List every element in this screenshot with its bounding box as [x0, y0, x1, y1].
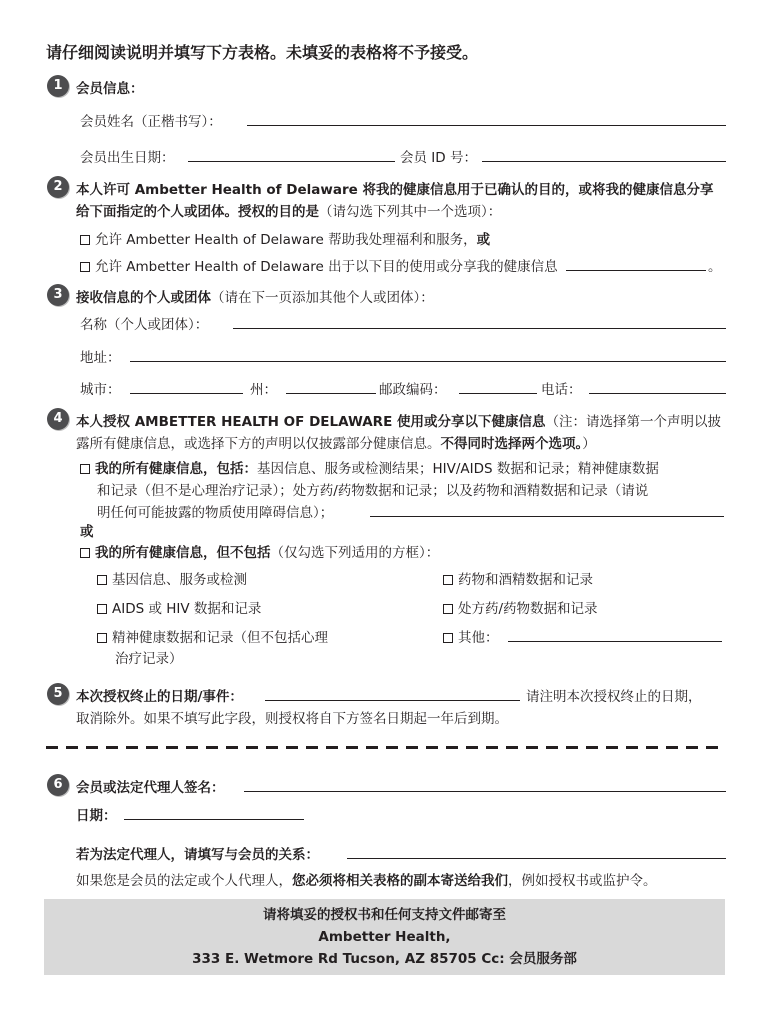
- mailing-address: 333 E. Wetmore Rd Tucson, AZ 85705 Cc: 会员服务部: [192, 951, 577, 967]
- member-id-field[interactable]: [482, 161, 726, 162]
- section-4-note: 露所有健康信息，或选择下方的声明以仅披露部分健康信息。: [76, 436, 441, 452]
- disclose-all-text-1: 基因信息、服务或检测结果；HIV/AIDS 数据和记录；精神健康数据: [257, 461, 659, 477]
- mailing-instructions-box: [44, 899, 725, 975]
- exclude-hiv-checkbox[interactable]: [97, 604, 107, 614]
- purpose-option-2-text: 允许 Ambetter Health of Delaware 出于以下目的使用或分享我的健康信息: [95, 259, 558, 275]
- purpose-option-1: [80, 228, 490, 248]
- purpose-option-2-checkbox[interactable]: [80, 262, 90, 272]
- expiration-label: 本次授权终止的日期/事件：: [76, 689, 243, 705]
- section-4-note-end: ）: [582, 436, 596, 452]
- representative-note-a: 如果您是会员的法定或个人代理人，: [76, 873, 292, 889]
- exclude-other-field[interactable]: [508, 641, 722, 642]
- signature-date-label: 日期：: [76, 808, 117, 824]
- exclude-prescription-option: [443, 597, 598, 617]
- purpose-option-2: [80, 255, 558, 275]
- expiration-note-2: 取消除外。如果不填写此字段，则授权将自下方签名日期起一年后到期。: [76, 711, 508, 727]
- exclude-mental-option: [97, 626, 328, 646]
- member-name-label: 会员姓名（正楷书写）：: [80, 114, 222, 130]
- member-name-field[interactable]: [247, 125, 726, 126]
- section-4-heading: 本人授权 AMBETTER HEALTH OF DELAWARE 使用或分享以下健康信息: [76, 414, 546, 430]
- substance-use-field[interactable]: [370, 516, 724, 517]
- zip-field[interactable]: [459, 393, 537, 394]
- exclude-mental-label: 精神健康数据和记录（但不包括心理: [112, 630, 328, 646]
- purpose-option-1-text: 允许 Ambetter Health of Delaware 帮助我处理福利和服务，: [95, 232, 477, 248]
- exclude-genetic-label: 基因信息、服务或检测: [112, 572, 247, 588]
- signature-field[interactable]: [244, 791, 726, 792]
- exclude-genetic-option: [97, 568, 247, 588]
- mailing-instructions-line1: 请将填妥的授权书和任何支持文件邮寄至: [263, 907, 506, 923]
- exclude-prescription-label: 处方药/药物数据和记录: [458, 601, 598, 617]
- disclose-all-heading: 我的所有健康信息，包括：: [95, 461, 257, 477]
- cut-line-divider: [46, 746, 722, 749]
- expiration-field[interactable]: [265, 700, 520, 701]
- member-dob-label: 会员出生日期：: [80, 150, 175, 166]
- disclose-except-heading: 我的所有健康信息，但不包括: [95, 545, 271, 561]
- disclose-all-option: [80, 457, 659, 477]
- mailing-recipient: Ambetter Health,: [318, 929, 451, 945]
- section-2-line1: 本人许可 Ambetter Health of Delaware 将我的健康信息用于已确认的目的，或将我的健康信息分享: [76, 182, 714, 198]
- relationship-field[interactable]: [347, 858, 726, 859]
- or-separator: 或: [80, 524, 94, 540]
- purpose-other-field[interactable]: [566, 270, 706, 271]
- section-6-badge: 6: [47, 774, 69, 796]
- disclose-except-option: [80, 541, 439, 561]
- city-label: 城市：: [80, 382, 121, 398]
- section-4-note-start: （注：请选择第一个声明以披: [545, 414, 722, 430]
- state-field[interactable]: [286, 393, 376, 394]
- purpose-option-1-checkbox[interactable]: [80, 235, 90, 245]
- section-3-heading-hint: （请在下一页添加其他个人或团体）：: [211, 290, 434, 306]
- phone-field[interactable]: [589, 393, 726, 394]
- state-label: 州：: [250, 382, 277, 398]
- representative-note: [76, 869, 657, 889]
- exclude-hiv-option: [97, 597, 261, 617]
- exclude-genetic-checkbox[interactable]: [97, 575, 107, 585]
- representative-note-b: 您必须将相关表格的副本寄送给我们: [292, 873, 508, 889]
- relationship-label: 若为法定代理人，请填写与会员的关系：: [76, 847, 319, 863]
- exclude-other-checkbox[interactable]: [443, 633, 453, 643]
- section-2-purpose-hint: （请勾选下列其中一个选项）：: [319, 204, 502, 220]
- disclose-all-text-2: 和记录（但不是心理治疗记录）；处方药/药物数据和记录；以及药物和酒精数据和记录（请说: [97, 483, 649, 499]
- exclude-alcohol-checkbox[interactable]: [443, 575, 453, 585]
- expiration-note: 请注明本次授权终止的日期，: [526, 689, 702, 705]
- exclude-hiv-label: AIDS 或 HIV 数据和记录: [112, 601, 262, 617]
- disclose-all-checkbox[interactable]: [80, 464, 90, 474]
- member-id-label: 会员 ID 号：: [400, 150, 477, 166]
- section-4-badge: 4: [47, 408, 69, 430]
- section-5-badge: 5: [47, 683, 69, 705]
- section-3-heading-bold: 接收信息的个人或团体: [76, 290, 211, 306]
- city-field[interactable]: [130, 393, 243, 394]
- section-4-warning: 不得同时选择两个选项。: [440, 436, 583, 452]
- phone-label: 电话：: [541, 382, 582, 398]
- purpose-option-1-or: 或: [476, 232, 491, 248]
- recipient-name-field[interactable]: [233, 328, 726, 329]
- section-2-line2: [76, 200, 501, 220]
- exclude-mental-checkbox[interactable]: [97, 633, 107, 643]
- section-3-heading: [76, 286, 434, 306]
- exclude-alcohol-label: 药物和酒精数据和记录: [458, 572, 593, 588]
- exclude-other-label: 其他：: [458, 630, 499, 646]
- purpose-option-2-period: 。: [708, 259, 722, 275]
- disclose-except-hint: （仅勾选下列适用的方框）：: [270, 545, 440, 561]
- section-1-badge: 1: [47, 75, 69, 97]
- address-field[interactable]: [130, 361, 726, 362]
- section-2-badge: 2: [47, 176, 69, 198]
- section-4-line1: [76, 410, 721, 430]
- recipient-name-label: 名称（个人或团体）：: [80, 317, 209, 333]
- exclude-mental-label-2: 治疗记录）: [115, 651, 183, 667]
- signature-date-field[interactable]: [124, 819, 304, 820]
- section-3-badge: 3: [47, 284, 69, 306]
- form-instructions-title: 请仔细阅读说明并填写下方表格。未填妥的表格将不予接受。: [46, 43, 479, 62]
- exclude-alcohol-option: [443, 568, 593, 588]
- member-dob-field[interactable]: [188, 161, 395, 162]
- disclose-except-checkbox[interactable]: [80, 548, 90, 558]
- section-4-line2: [76, 432, 596, 452]
- address-label: 地址：: [80, 350, 121, 366]
- representative-note-c: ，例如授权书或监护令。: [508, 873, 657, 889]
- section-2-purpose-label: 给下面指定的个人或团体。授权的目的是: [76, 204, 319, 220]
- section-1-heading: 会员信息：: [76, 81, 144, 97]
- disclose-all-text-3: 明任何可能披露的物质使用障碍信息）；: [97, 505, 334, 521]
- exclude-prescription-checkbox[interactable]: [443, 604, 453, 614]
- signature-label: 会员或法定代理人签名：: [76, 780, 225, 796]
- zip-label: 邮政编码：: [379, 382, 447, 398]
- exclude-other-option: [443, 626, 499, 646]
